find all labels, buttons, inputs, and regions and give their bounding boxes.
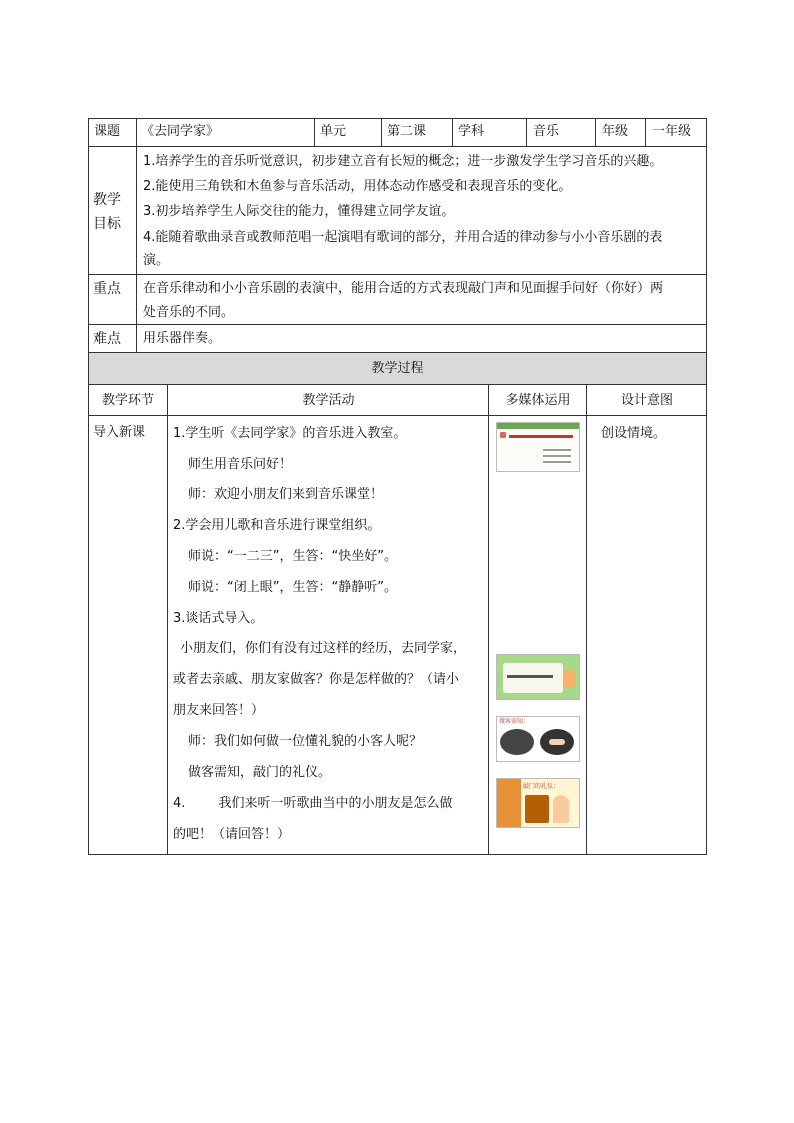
activity-line-6: 师说：“闭上眼”，生答：“静静听”。 <box>188 580 397 595</box>
activity-line-12: 做客需知，敲门的礼仪。 <box>188 765 332 780</box>
cell-difficulty-content <box>137 325 707 353</box>
col-header-intent <box>587 385 707 416</box>
cell-subject-value <box>527 118 596 147</box>
activity-line-11: 师：我们如何做一位懂礼貌的小客人呢？ <box>188 734 423 749</box>
objective-item-3: 3.初步培养学生人际交往的能力，懂得建立同学友谊。 <box>143 204 455 219</box>
grade-value: 一年级 <box>652 124 692 139</box>
slide-subtitle-block-3 <box>543 461 571 463</box>
objective-item-4-cont: 演。 <box>143 253 170 268</box>
label-topic: 课题 <box>94 124 121 139</box>
col-header-stage-label: 教学环节 <box>101 393 154 408</box>
cell-label-subject <box>453 118 527 147</box>
cell-label-keypoint <box>88 275 137 325</box>
objective-item-2: 2.能使用三角铁和木鱼参与音乐活动，用体态动作感受和表现音乐的变化。 <box>143 179 572 194</box>
topic-value: 《去同学家》 <box>141 124 220 139</box>
label-unit: 单元 <box>320 124 347 139</box>
keypoint-line2: 处音乐的不同。 <box>143 305 235 320</box>
col-header-activity <box>168 385 489 416</box>
subject-value: 音乐 <box>533 124 560 139</box>
cell-label-difficulty <box>88 325 137 353</box>
cell-label-unit <box>315 118 382 147</box>
slide-door-icon <box>525 795 549 823</box>
intent-text: 创设情境。 <box>601 426 667 441</box>
cell-label-objectives <box>88 147 137 275</box>
difficulty-text: 用乐器伴奏。 <box>143 331 222 346</box>
slide-question-panel <box>503 663 563 693</box>
objective-item-4: 4.能随着歌曲录音或教师范唱一起演唱有歌词的部分，并用合适的律动参与小小音乐剧的表 <box>143 230 663 245</box>
slide-thumbnail-question <box>496 654 580 700</box>
activity-line-2: 师生用音乐问好！ <box>188 457 293 472</box>
col-header-stage <box>88 385 168 416</box>
slide-visiting-photo-left <box>500 729 534 755</box>
slide-handshake-icon <box>549 739 565 745</box>
label-subject: 学科 <box>458 124 485 139</box>
activity-line-3: 师：欢迎小朋友们来到音乐课堂！ <box>188 487 384 502</box>
activity-line-5: 师说：“一二三”，生答：“快坐好”。 <box>188 549 397 564</box>
process-title: 教学过程 <box>371 361 424 376</box>
activity-line-1: 1.学生听《去同学家》的音乐进入教室。 <box>173 426 407 441</box>
cell-label-topic <box>88 118 137 147</box>
slide-title-bar <box>497 423 579 429</box>
label-grade: 年级 <box>602 124 629 139</box>
activity-line-10: 朋友来回答！） <box>173 703 265 718</box>
slide-character-icon <box>563 669 575 687</box>
cell-label-grade <box>596 118 646 147</box>
cell-media <box>489 416 587 855</box>
slide-child-icon <box>553 795 569 823</box>
activity-line-4: 2.学会用儿歌和音乐进行课堂组织。 <box>173 518 381 533</box>
cell-unit-value <box>382 118 453 147</box>
label-difficulty: 难点 <box>93 331 121 347</box>
cell-objectives-content <box>137 147 707 275</box>
cell-keypoint-content <box>137 275 707 325</box>
slide-subtitle-block-1 <box>543 449 571 451</box>
col-header-activity-label: 教学活动 <box>302 393 355 408</box>
slide-subtitle-block-2 <box>543 455 571 457</box>
col-header-media-label: 多媒体运用 <box>505 393 571 408</box>
cell-intent <box>587 416 707 855</box>
activity-line-7: 3.谈话式导入。 <box>173 611 264 626</box>
label-objectives-line2: 目标 <box>93 216 121 232</box>
slide-thumbnail-title <box>496 422 580 472</box>
activity-line-14: 的吧！（请回答！） <box>173 827 291 842</box>
cell-topic-value <box>137 118 315 147</box>
slide-knocking-caption: 敲门的礼仪： <box>523 783 560 790</box>
col-header-intent-label: 设计意图 <box>620 393 673 408</box>
slide-title-text-block <box>509 435 573 438</box>
col-header-media <box>489 385 587 416</box>
activity-line-9: 或者去亲戚、朋友家做客？你是怎样做的？（请小 <box>173 672 460 687</box>
cell-stage <box>88 416 168 855</box>
label-keypoint: 重点 <box>93 281 121 297</box>
slide-question-text-block <box>507 675 553 678</box>
activity-line-8: 小朋友们，你们有没有过这样的经历，去同学家， <box>180 641 467 656</box>
slide-thumbnail-knocking <box>496 778 580 828</box>
objective-item-1: 1.培养学生的音乐听觉意识，初步建立音有长短的概念；进一步激发学生学习音乐的兴趣。 <box>143 154 663 169</box>
slide-knock-left-panel <box>497 779 521 827</box>
process-title-bar <box>88 353 707 385</box>
slide-thumbnail-visiting <box>496 716 580 762</box>
cell-grade-value <box>646 118 707 147</box>
stage-label: 导入新课 <box>93 425 146 440</box>
slide-logo-icon <box>500 432 506 438</box>
activity-line-13: 4. 我们来听一听歌曲当中的小朋友是怎么做 <box>173 796 453 811</box>
keypoint-line1: 在音乐律动和小小音乐剧的表演中，能用合适的方式表现敲门声和见面握手问好（你好）两 <box>143 281 664 296</box>
label-objectives-line1: 教学 <box>93 192 121 208</box>
slide-visiting-caption: 做客需知： <box>499 718 530 725</box>
cell-activities <box>168 416 489 855</box>
unit-value: 第二课 <box>387 124 427 139</box>
